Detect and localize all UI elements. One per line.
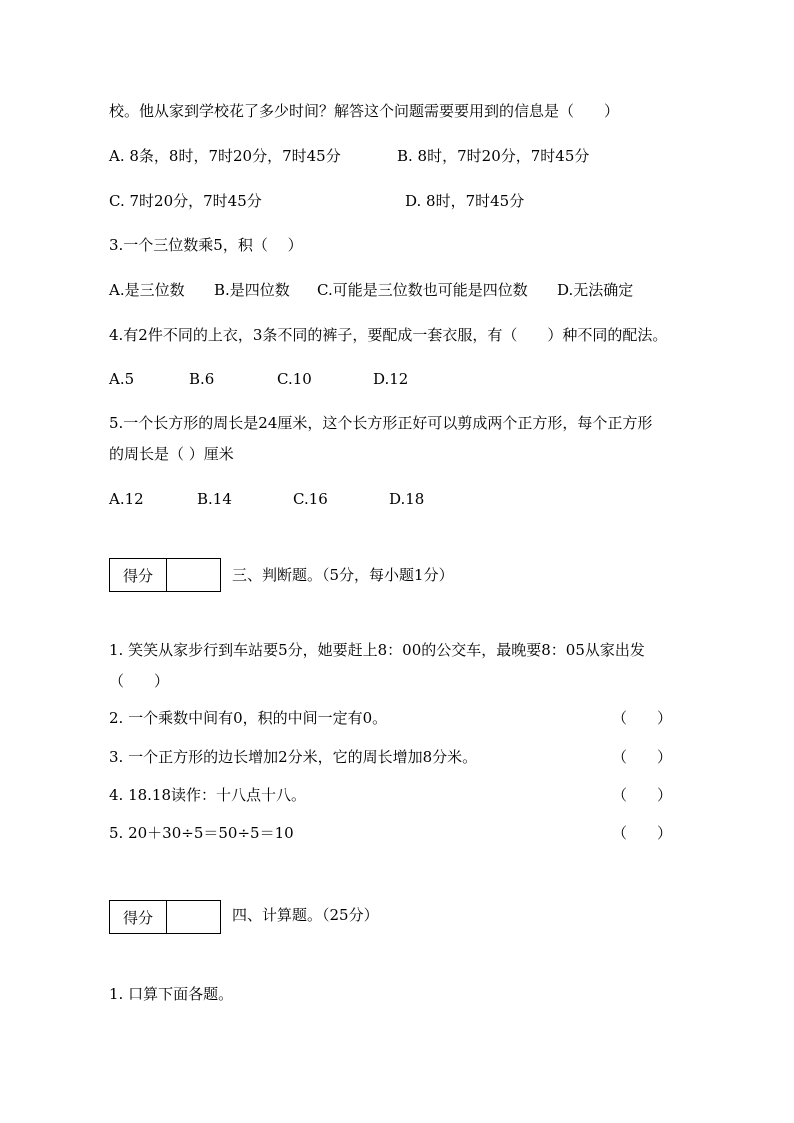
judge-item-4: 4. 18.18读作：十八点十八。 [109,786,307,804]
section-4-title: 四、计算题。（25分） [232,906,379,924]
q2-continuation: 校。他从家到学校花了多少时间？解答这个问题需要要用到的信息是（ ） [109,102,620,120]
section-3-title: 三、判断题。（5分，每小题1分） [232,566,454,584]
q4-text: 4.有2件不同的上衣，3条不同的裤子，要配成一套衣服，有（ ）种不同的配法。 [109,326,668,344]
score-label: 得分 [110,559,167,591]
q5-option-c: C.16 [293,490,328,508]
judge-item-3: 3. 一个正方形的边长增加2分米，它的周长增加8分米。 [109,748,478,766]
judge-item-4-paren: （ ） [612,786,673,804]
score-blank [167,559,220,591]
q5-option-a: A.12 [109,490,144,508]
q3-option-d: D.无法确定 [557,281,634,299]
q5-option-b: B.14 [197,490,232,508]
score-label: 得分 [110,901,167,933]
q5-line-2: 的周长是（ ）厘米 [109,445,234,463]
judge-item-2-paren: （ ） [612,709,673,727]
q3-option-c: C.可能是三位数也可能是四位数 [317,281,528,299]
q5-option-d: D.18 [389,490,425,508]
judge-item-2: 2. 一个乘数中间有0，积的中间一定有0。 [109,709,388,727]
judge-item-1-paren: （ ） [109,672,170,690]
judge-item-5: 5. 20＋30÷5＝50÷5＝10 [109,824,294,842]
judge-item-3-paren: （ ） [612,748,673,766]
q2-option-a: A. 8条，8时，7时20分，7时45分 [109,147,341,165]
q3-text: 3.一个三位数乘5，积（ ） [109,236,303,254]
calc-question-1: 1. 口算下面各题。 [109,985,234,1003]
q4-option-b: B.6 [189,370,215,388]
q2-option-c: C. 7时20分，7时45分 [109,192,262,210]
score-blank [167,901,220,933]
q3-option-b: B.是四位数 [214,281,290,299]
q5-line-1: 5.一个长方形的周长是24厘米，这个长方形正好可以剪成两个正方形，每个正方形 [109,414,653,432]
q3-option-a: A.是三位数 [109,281,185,299]
judge-item-5-paren: （ ） [612,824,673,842]
judge-item-1: 1. 笑笑从家步行到车站要5分，她要赶上8：00的公交车，最晚要8：05从家出发 [109,641,645,659]
score-box-section-4 [109,900,221,934]
score-box-section-3 [109,558,221,592]
q2-option-d: D. 8时，7时45分 [405,192,525,210]
q2-option-b: B. 8时，7时20分，7时45分 [397,147,590,165]
q4-option-c: C.10 [277,370,312,388]
q4-option-d: D.12 [373,370,409,388]
q4-option-a: A.5 [109,370,135,388]
